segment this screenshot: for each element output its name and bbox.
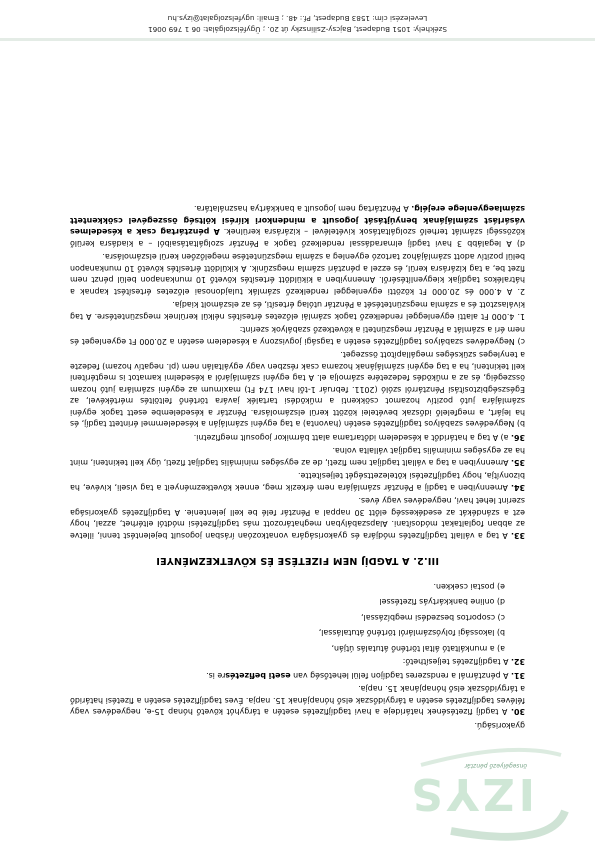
paragraph-text: Amennyiben a tag a vállalt tagdíjat nem fizeti, de az egységes minimális tagdíjat fizeti, úgy kell tekinteni, mint ha az egységes minimális tagdíjat vállalta volna.: [70, 446, 525, 467]
paragraph-text: a) A tag a határidőt a késedelem időtartama alatt bármikor jogosult megfizetni.: [193, 433, 509, 442]
document-body: [70, 201, 525, 731]
logo-wordmark: IZYS: [407, 768, 535, 819]
page-footer: [0, 0, 595, 41]
list-item: e) postai csekken.: [433, 582, 505, 591]
intro-text: gyakoriságú.: [474, 721, 525, 730]
paragraph-text: Amennyiben a tagdíj a Pénztár számlájára nem érkezik meg, ennek következményeit a tag viseli, kivéve, ha bizonyítja, hogy tagdíjfizetési kötelezettségét teljesítette.: [70, 471, 525, 492]
footer-address: Székhely: 1051 Budapest, Bajcsy-Zsilinszky út 20. ; Ügyfélszolgálat: 06 1 769 0061: [148, 25, 447, 34]
paragraph-32: [70, 656, 525, 668]
list-item: d) online bankkártyás fizetéssel: [379, 597, 505, 607]
list-item: b) lakossági folyószámláról történő átutalással,: [318, 628, 505, 638]
emphasis-text: A pénztártag csak a késedelmes vásárlást számlájának benyújtását jogosult a mindenkori kiírési költség összegével csökkentett számlaegyenlege erejéig.: [70, 204, 525, 237]
paragraph-number: 35.: [511, 458, 525, 467]
emphasis-text: eseti befizetés: [225, 671, 291, 680]
paragraph-31: [70, 670, 525, 682]
paragraph-35: [70, 445, 525, 468]
paragraph-number: 31.: [511, 671, 525, 680]
paragraph-number: 36.: [511, 433, 525, 442]
footer-divider: [0, 38, 595, 41]
paragraph-36c: c) Negyedéves szabályos tagdíjfizetés esetén a tagsági jogviszony a késedelem esetén a 20.000 Ft egyenleget és nem éri a számlát a Pénztár megszünteti a következő szabályok szerint:: [70, 325, 525, 346]
paragraph-number: 34.: [511, 483, 525, 492]
paragraph-36c-2: 2. A 4.000 és 20.000 Ft közötti egyenleggel rendelkező számlák tulajdonosai előzetes értesítést kapnak a hátralékos tagdíjak kiegyenlítéséről. Amennyiben a kiküldött értesítés követő 10 munkanapon belül pénzt nem fizet be, a tag kizárásra kerül, és ezzel a pénztári számla megszűnik. A kiküldött értesítés követő 10 munkanapon belül pozitív adott számlájához tartozó egyenleg a számla megszüntetése megelőzően kerül elszámolásra.: [70, 252, 525, 296]
paragraph-36b: b) Negyedéves szabályos tagdíjfizetés esetén (havonta) a tag egyéni számláján a késedelemmel érintett tagdíj, és ha lejárt, a megfelelő időszak bevételei között kerül elszámolásra. Pénztár a késedelembe esett tagok egyéni számlájára jutó pozitív hozamot csökkenti a működési tartalék javára történő feltöltés mértékével, az Egészségbiztosítási Pénztárról szóló (2011. február 1-től havi 174 Ft) maximum az egyéni számlára jutó hozam összegéig, és az a működés fedezetére számolja el. A tag egyéni számlájáról a késedelmi kamatot is megtéríteni kell tekinteni, ha a tag egyéni számlájának hozama csak részben vagy egyáltalán nem (pl. negatív hozam) fedezte a tenyleges szükséges megállapított összeget.: [70, 350, 525, 429]
paragraph-text: A pénztárnál a rendszeres tagdíjon felül lehetőség van: [290, 671, 512, 680]
paragraph-text: d) A legalább 3 havi tagdíj elmaradással rendelkező tagok a Pénztár szolgáltatásaiból – a kiadásra kerülő közösségi számlát terhelő szolgáltatások kivételével – kizárásra kerülnek.: [70, 227, 525, 248]
paragraph-36d: [70, 203, 525, 249]
section-title: III.2. A TAGDÍJ NEM FIZETÉSE ÉS KÖVETKEZMÉNYEI: [156, 555, 439, 567]
paragraph-text: re is.: [206, 671, 226, 680]
list-item: a) a munkáltató által történő átutalás útján,: [331, 644, 505, 653]
paragraph-33: [70, 495, 525, 541]
paragraph-text: A tagdíj fizetésének határideje a havi tagdíjfizetés esetén a tárgyhót követő hónap 15-e, negyedéves vagy féléves tagdíjfizetés esetén a tárgyidőszak első hónapjának 15. napja. Éves tagdíjfizetés esetén a fizetési határidő a tárgyidőszak első hónapjának 15. napja.: [70, 684, 525, 717]
paragraph-36c-1: 1. 4.000 Ft alatti egyenleggel rendelkező tagok számlái előzetes értesítés nélkül kerülnek megszüntetésre. A tag kiválasztott és a számla megszüntetését a Pénztár utólag értesíti, és az elszámolt kiadja.: [70, 300, 525, 321]
paragraph-30: [70, 683, 525, 718]
paragraph-number: 30.: [511, 707, 525, 717]
page-header: [0, 729, 595, 841]
izys-logo: [401, 741, 571, 841]
payment-methods-list: [70, 581, 505, 655]
logo-tagline: önsegélyező pénztár: [464, 762, 527, 769]
footer-contact: Levelezési cím: 1583 Budapest, Pf.: 48. ; Email: ugyfelszolgalat@izys.hu: [167, 14, 428, 23]
list-item: c) csoportos beszedési megbízással,: [361, 613, 505, 622]
paragraph-number: 33.: [511, 531, 525, 540]
paragraph-text: A Pénztártag nem jogosult a bankkártya használatára.: [194, 204, 412, 214]
paragraph-34: [70, 470, 525, 493]
paragraph-text: A tag a vállalt tagdíjfizetés módjára és gyakoriságára vonatkozóan írásban jogosult bejelentést tenni, illetve az abban foglaltakat módosítani. Alapszabályban meghatározott más tagdíjfizetési módtól eltérhet, azzal, hogy ezt a szándékát az esedékesség előtt 30 nappal a Pénztár felé be kell jelentenie. A tagdíjfizetés gyakorisága szerint lehet havi, negyedéves vagy éves.: [70, 496, 525, 540]
paragraph-36a: [70, 432, 525, 444]
paragraph-number: 32.: [511, 657, 525, 667]
paragraph-text: A tagdíjfizetés teljesíthető:: [402, 657, 512, 667]
